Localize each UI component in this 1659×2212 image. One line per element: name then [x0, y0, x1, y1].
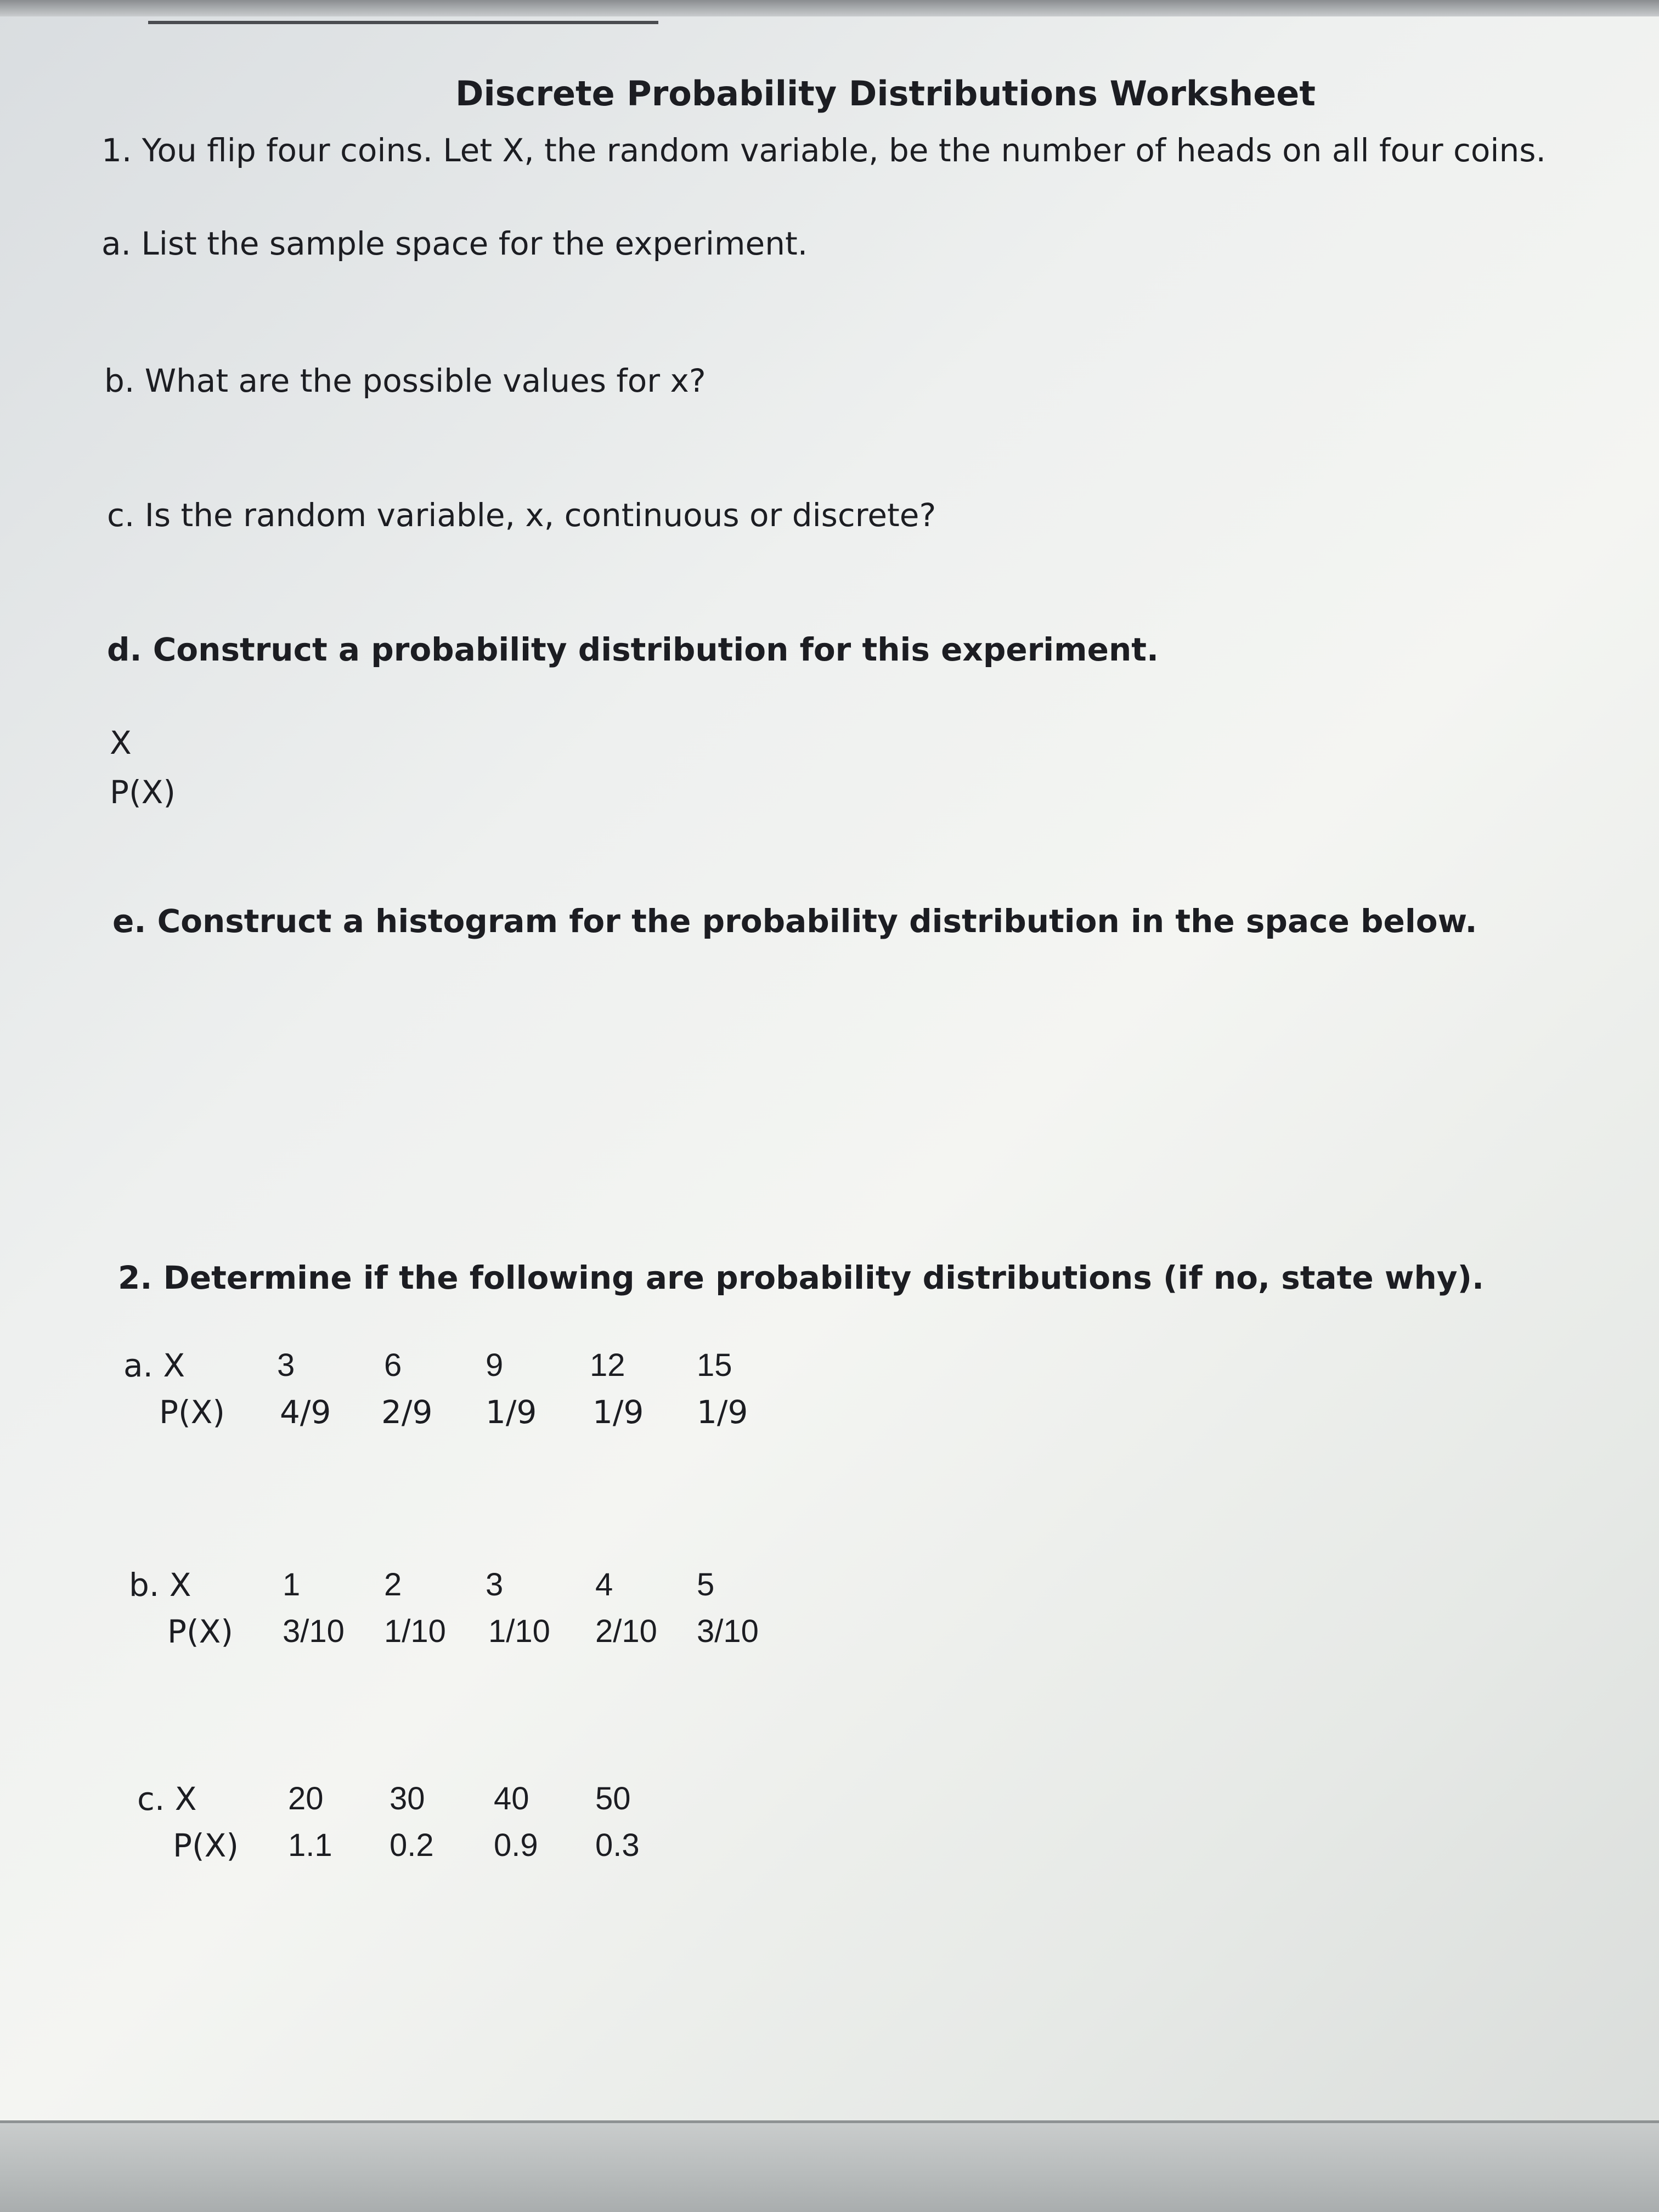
question-1b: b. What are the possible values for x?	[104, 362, 706, 399]
q2a-p-value: 4/9	[280, 1393, 331, 1431]
q2a-x-value: 9	[486, 1347, 504, 1383]
q2b-x-value: 4	[595, 1567, 613, 1602]
q2a-x-value: 12	[590, 1347, 625, 1383]
q2a-p-value: 1/9	[697, 1393, 748, 1431]
q2b-p-value: 3/10	[283, 1613, 345, 1649]
q2c-p-value: 1.1	[288, 1827, 332, 1863]
distribution-x-label: X	[110, 724, 132, 761]
question-2-prompt: 2. Determine if the following are probability distributions (if no, state why).	[118, 1259, 1485, 1296]
q2a-x-value: 6	[384, 1347, 402, 1383]
q2c-x-value: 30	[390, 1781, 425, 1816]
photo-top-edge	[0, 0, 1659, 16]
q2b-x-value: 3	[486, 1567, 504, 1602]
q2c-px-label: P(X)	[173, 1827, 239, 1864]
worksheet-title: Discrete Probability Distributions Worksheet	[455, 74, 1316, 114]
q2b-px-label: P(X)	[167, 1613, 233, 1650]
distribution-px-label: P(X)	[110, 774, 176, 811]
q2c-x-label: c. X	[137, 1780, 197, 1818]
q2b-x-value: 5	[697, 1567, 715, 1602]
question-1e: e. Construct a histogram for the probability distribution in the space below.	[112, 902, 1477, 940]
q2c-p-value: 0.2	[390, 1827, 434, 1863]
q2a-p-value: 1/9	[486, 1393, 537, 1431]
q2c-p-value: 0.3	[595, 1827, 640, 1863]
q2a-p-value: 1/9	[592, 1393, 644, 1431]
question-1d: d. Construct a probability distribution for this experiment.	[107, 631, 1159, 668]
q2c-p-value: 0.9	[494, 1827, 538, 1863]
question-1c: c. Is the random variable, x, continuous or discrete?	[107, 496, 936, 534]
q2b-p-value: 1/10	[384, 1613, 446, 1649]
q2c-x-value: 20	[288, 1781, 324, 1816]
question-1a: a. List the sample space for the experiment.	[101, 225, 808, 262]
q2b-p-value: 3/10	[697, 1613, 759, 1649]
q2b-p-value: 1/10	[488, 1613, 550, 1649]
q2a-p-value: 2/9	[381, 1393, 433, 1431]
q2b-x-value: 2	[384, 1567, 402, 1602]
desk-surface	[0, 2123, 1659, 2212]
q2b-p-value: 2/10	[595, 1613, 657, 1649]
q2a-px-label: P(X)	[159, 1393, 225, 1431]
q2a-x-label: a. X	[123, 1347, 185, 1384]
q2c-x-value: 40	[494, 1781, 529, 1816]
q2c-x-value: 50	[595, 1781, 631, 1816]
q2a-x-value: 15	[697, 1347, 732, 1383]
q2b-x-value: 1	[283, 1567, 301, 1602]
q2b-x-label: b. X	[129, 1566, 191, 1604]
q2a-x-value: 3	[277, 1347, 295, 1383]
question-1-prompt: 1. You flip four coins. Let X, the random variable, be the number of heads on all four coins.	[101, 132, 1546, 169]
top-rule-line	[148, 21, 658, 24]
